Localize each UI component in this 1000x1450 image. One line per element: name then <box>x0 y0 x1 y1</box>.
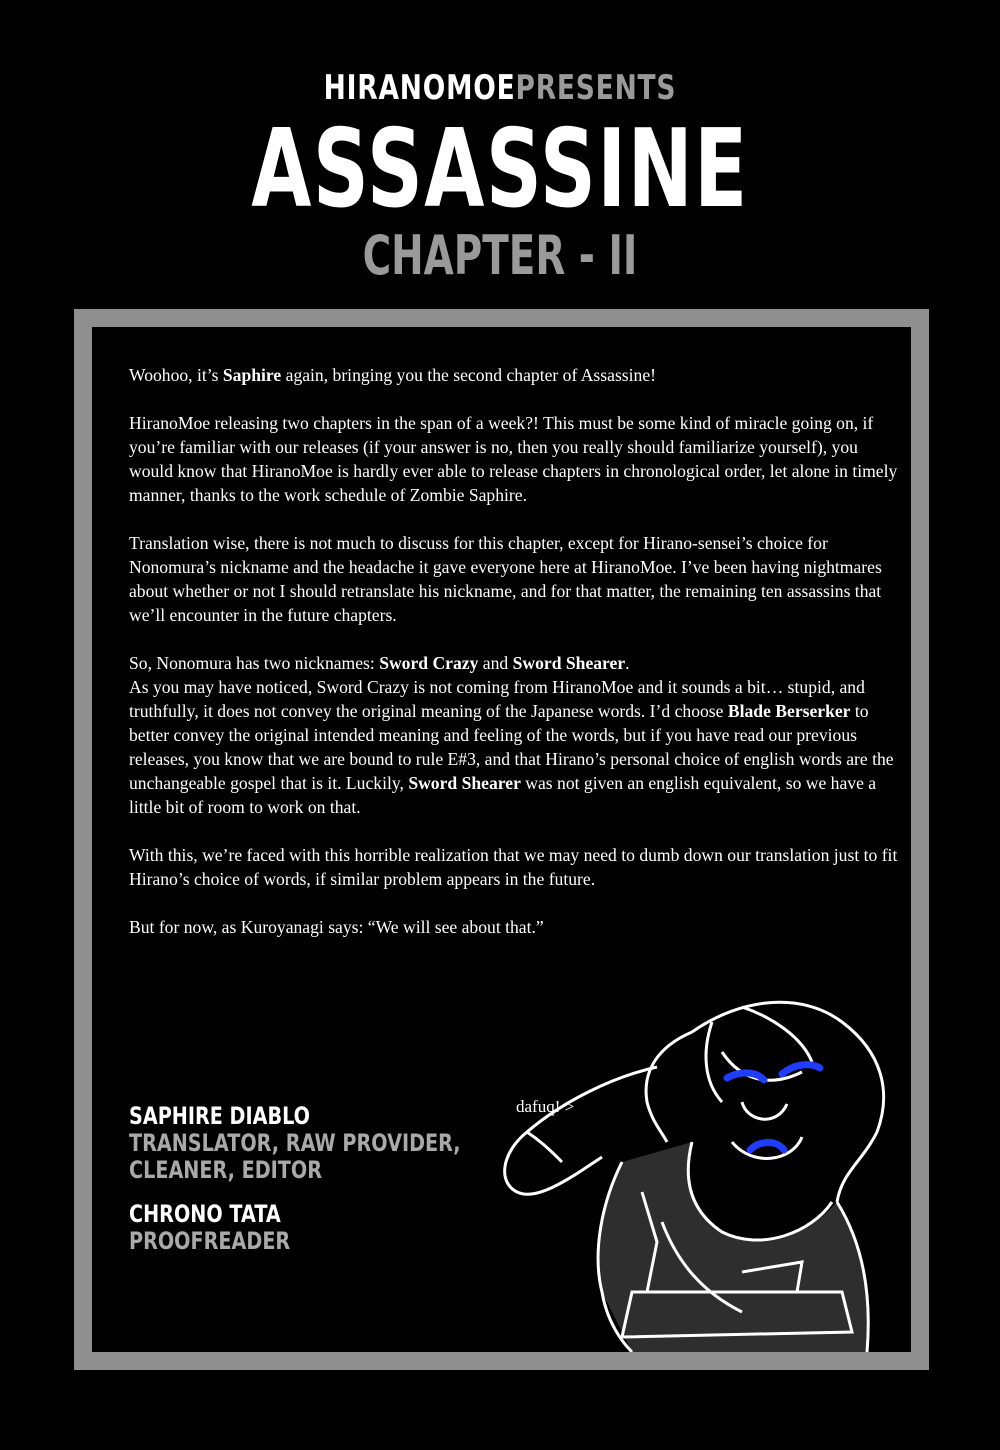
chapter-label: CHAPTER - II <box>362 224 638 287</box>
character-illustration <box>442 992 911 1352</box>
text-run: Woohoo, it’s <box>129 365 223 385</box>
note-paragraph-3: Translation wise, there is not much to discuss for this chapter, except for Hirano-sensei’s choice for Nonomura’s nickname and the headache it gave everyone here at HiranoMoe. I’ve been having nightmares about whether or not I should retranslate his nickname, and for that matter, the remaining ten assassins that we’ll encounter in the future chapters. <box>129 533 882 625</box>
note-paragraph-2: HiranoMoe releasing two chapters in the span of a week?! This must be some kind of miracle going on, if you’re familiar with our releases (if your answer is no, then you really should familiarize yourself), you would know that HiranoMoe is hardly ever able to release chapters in chronological order, let alone in timely manner, thanks to the work schedule of Zombie Saphire. <box>129 413 898 505</box>
bold-run: Sword Shearer <box>408 773 521 793</box>
credits-block <box>129 1102 461 1271</box>
presents-word: PRESENTS <box>515 68 677 108</box>
brand-name: HIRANOMOE <box>323 68 516 108</box>
note-panel <box>92 327 911 1352</box>
credit-role: TRANSLATOR, RAW PROVIDER, CLEANER, EDITOR <box>129 1129 461 1184</box>
text-run: So, Nonomura has two nicknames: <box>129 653 380 673</box>
note-paragraph-1 <box>129 363 899 387</box>
text-run: to better convey the original intended meaning and feeling of the words, but if you have read our previous releases, you know that we are bound to rule E#3, and that Hirano’s personal choice of english words are the unchangeable gospel that is it. Luckily, <box>129 701 894 793</box>
text-run: and <box>478 653 513 673</box>
presents-line <box>110 68 890 108</box>
note-paragraph-6: But for now, as Kuroyanagi says: “We will see about that.” <box>129 917 544 937</box>
text-run: again, bringing you the second chapter of Assassine! <box>281 365 656 385</box>
credit-entry <box>129 1200 461 1255</box>
text-run: was not given an english equivalent, so we have a little bit of room to work on that. <box>129 773 877 817</box>
bold-run: Blade Berserker <box>727 701 851 721</box>
text-run: As you may have noticed, Sword Crazy is not coming from HiranoMoe and it sounds a bit… stupid, and truthfully, it does not convey the original meaning of the Japanese words. I’d choose <box>129 677 865 721</box>
translator-note <box>129 363 899 963</box>
series-title: ASSASSINE <box>251 107 749 232</box>
credit-entry <box>129 1102 461 1184</box>
credit-role: PROOFREADER <box>129 1227 291 1255</box>
note-paragraph-5: With this, we’re faced with this horrible realization that we may need to dumb down our translation just to fit Hirano’s choice of words, if similar problem appears in the future. <box>129 845 898 889</box>
credit-name: SAPHIRE DIABLO <box>129 1102 311 1130</box>
bold-run: Sword Crazy <box>379 653 479 673</box>
illustration-caption: dafuq! > <box>516 1097 575 1116</box>
bold-run: Saphire <box>222 365 282 385</box>
bold-run: Sword Shearer <box>512 653 626 673</box>
text-run: . <box>625 653 630 673</box>
note-paragraph-4 <box>129 651 899 819</box>
credit-name: CHRONO TATA <box>129 1200 281 1228</box>
